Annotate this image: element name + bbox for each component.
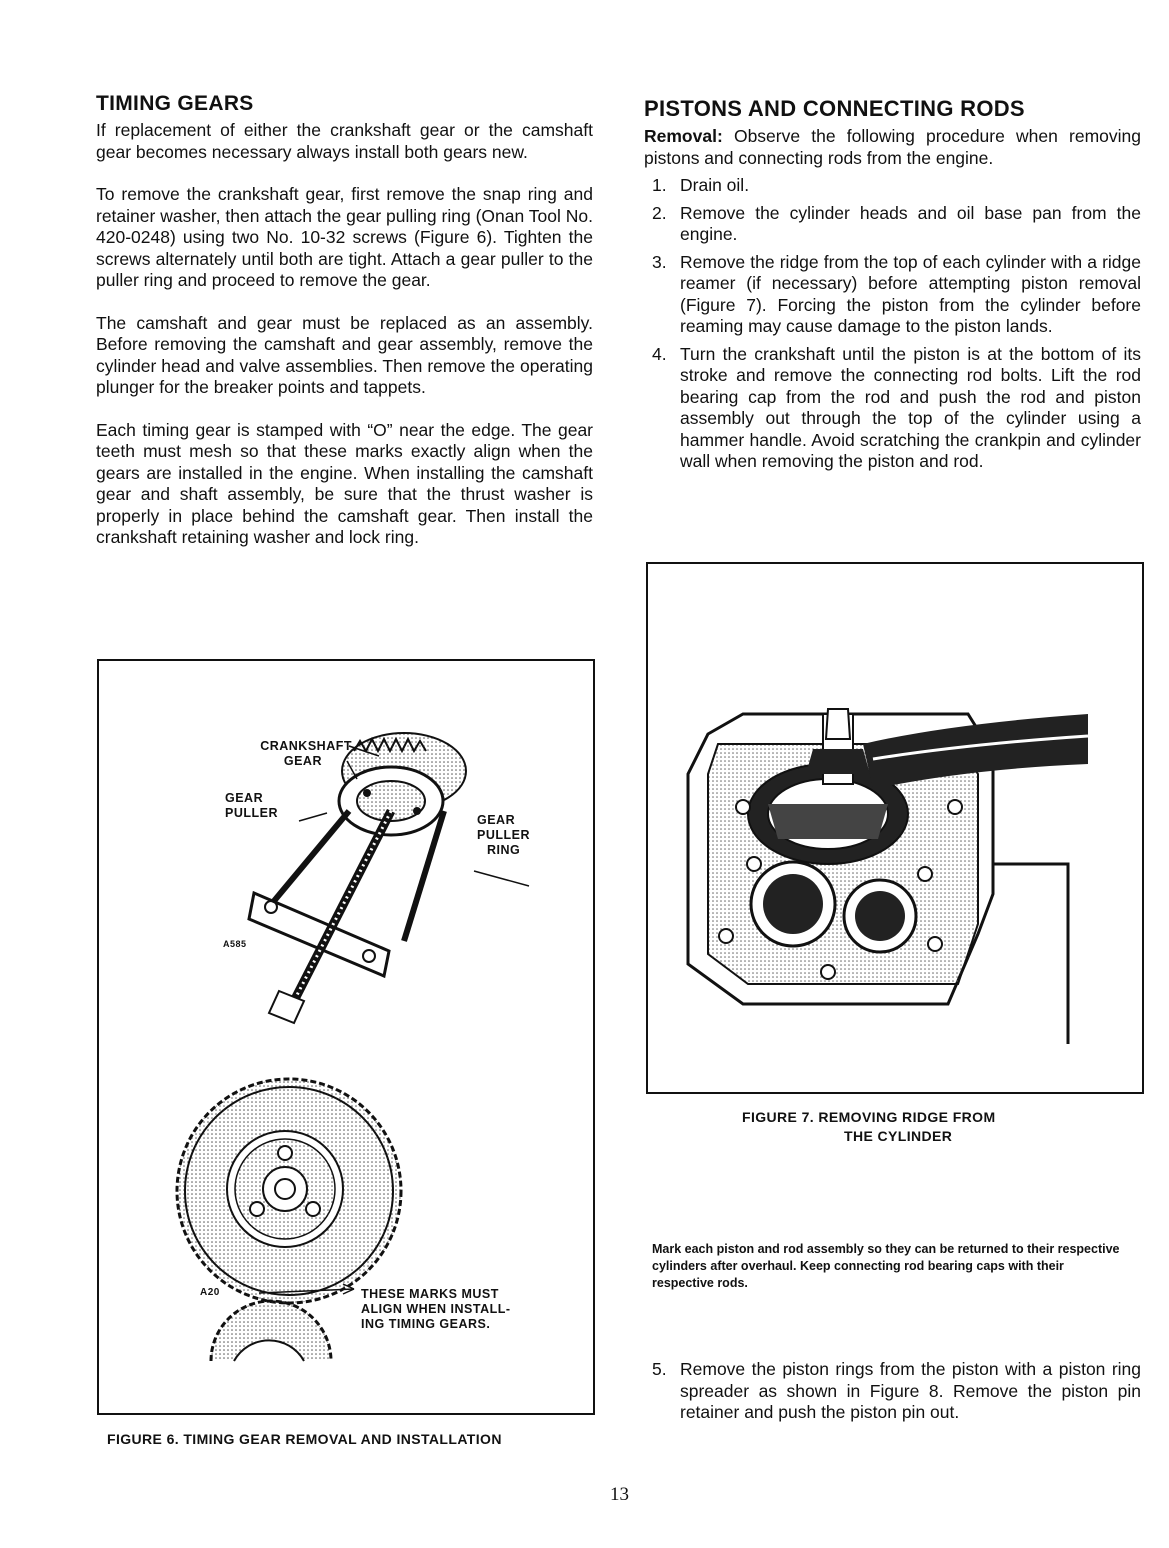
timing-para-1: If replacement of either the crankshaft gear or the camshaft gear becomes necessary always install both gears new. — [96, 120, 593, 162]
step-text: Remove the piston rings from the piston with a piston ring spreader as shown in Figure 8. Remove the piston pin retainer and push the piston pin out. — [680, 1359, 1141, 1422]
figure-6-caption: FIGURE 6. TIMING GEAR REMOVAL AND INSTALLATION — [107, 1431, 502, 1447]
removal-label: Removal: — [644, 126, 723, 146]
label-puller-line1: GEAR — [225, 791, 264, 805]
step-number: 2. — [652, 202, 667, 223]
step-text: Drain oil. — [680, 175, 750, 195]
step-number: 1. — [652, 175, 667, 195]
figure-7-caption-line2: THE CYLINDER — [844, 1128, 953, 1144]
figure-7-frame — [646, 562, 1144, 1094]
left-column — [96, 92, 593, 570]
label-puller-line2: PULLER — [225, 806, 278, 820]
figure-7-caption — [742, 1108, 996, 1146]
crankshaft-gear-drawing — [249, 733, 529, 1023]
marks-line1: THESE MARKS MUST — [361, 1287, 499, 1301]
step-1 — [644, 175, 1141, 197]
timing-para-4: Each timing gear is stamped with “O” near the edge. The gear teeth must mesh so that these marks exactly align when the gears are installed in the engine. When installing the camshaft gear and shaft assembly, be sure that the thrust washer is properly in place behind the camshaft gear. Then install the crankshaft retaining washer and lock ring. — [96, 419, 593, 547]
pistons-heading: PISTONS AND CONNECTING RODS — [644, 96, 1025, 121]
page-number: 13 — [610, 1484, 629, 1505]
label-marks-align — [361, 1287, 511, 1332]
step-text: Turn the crankshaft until the piston is at the bottom of its stroke and remove the connecting rod bolts. Lift the rod bearing cap from the rod and push the rod and piston assembly out through the top of the cylinder using a hammer handle. Avoid scratching the crankpin and cylinder wall when removing the piston and rod. — [680, 343, 1141, 471]
label-ring-line3: RING — [487, 843, 521, 857]
removal-steps — [644, 175, 1141, 473]
removal-steps-continued — [644, 1359, 1141, 1430]
caution-note: Mark each piston and rod assembly so they can be returned to their respective cylinders after overhaul. Keep connecting rod bearing caps with their respective rods. — [652, 1242, 1120, 1290]
step-2 — [644, 203, 1141, 246]
timing-para-3: The camshaft and gear must be replaced as an assembly. Before removing the camshaft and gear assembly, remove the cylinder head and valve assemblies. Then remove the operating plunger for the breaker points and tappets. — [96, 312, 593, 397]
marks-line3: ING TIMING GEARS. — [361, 1317, 491, 1331]
label-crankshaft-line2: GEAR — [283, 754, 322, 768]
marks-line2: ALIGN WHEN INSTALL- — [361, 1302, 511, 1316]
step-5 — [644, 1359, 1141, 1424]
step-number: 3. — [652, 251, 667, 272]
label-ring-line1: GEAR — [477, 813, 516, 827]
label-crankshaft-line1: CRANKSHAFT — [260, 739, 352, 753]
step-4 — [644, 344, 1141, 473]
ridge-reamer-photo — [648, 564, 1142, 1092]
figure-7-caption-line1: FIGURE 7. REMOVING RIDGE FROM — [742, 1109, 996, 1125]
label-crankshaft-gear — [242, 739, 352, 769]
step-number: 4. — [652, 343, 667, 364]
label-gear-puller — [225, 791, 278, 821]
step-text: Remove the ridge from the top of each cylinder with a ridge reamer (if necessary) before attempting piston removal (Figure 7). Forcing the piston from the cylinder before reaming may cause damage to the piston lands. — [680, 251, 1141, 336]
figure-code-bottom: A20 — [200, 1287, 220, 1298]
timing-para-2: To remove the crankshaft gear, first remove the snap ring and retainer washer, then attach the gear pulling ring (Onan Tool No. 420-0248) using two No. 10-32 screws (Figure 6). Tighten the screws alternately until both are tight. Attach a gear puller to the puller ring and proceed to remove the gear. — [96, 184, 593, 290]
timing-gears-heading: TIMING GEARS — [96, 92, 254, 115]
removal-intro — [644, 126, 1141, 169]
removal-text: Observe the following procedure when removing pistons and connecting rods from the engine. — [644, 126, 1141, 168]
right-column — [644, 96, 1141, 479]
gear-puller-illustration — [99, 661, 593, 1413]
step-3 — [644, 252, 1141, 338]
step-text: Remove the cylinder heads and oil base pan from the engine. — [680, 202, 1141, 244]
label-ring-line2: PULLER — [477, 828, 530, 842]
label-gear-puller-ring — [477, 813, 530, 858]
figure-code-top: A585 — [223, 939, 247, 949]
figure-6-frame — [97, 659, 595, 1415]
step-number: 5. — [652, 1359, 667, 1379]
